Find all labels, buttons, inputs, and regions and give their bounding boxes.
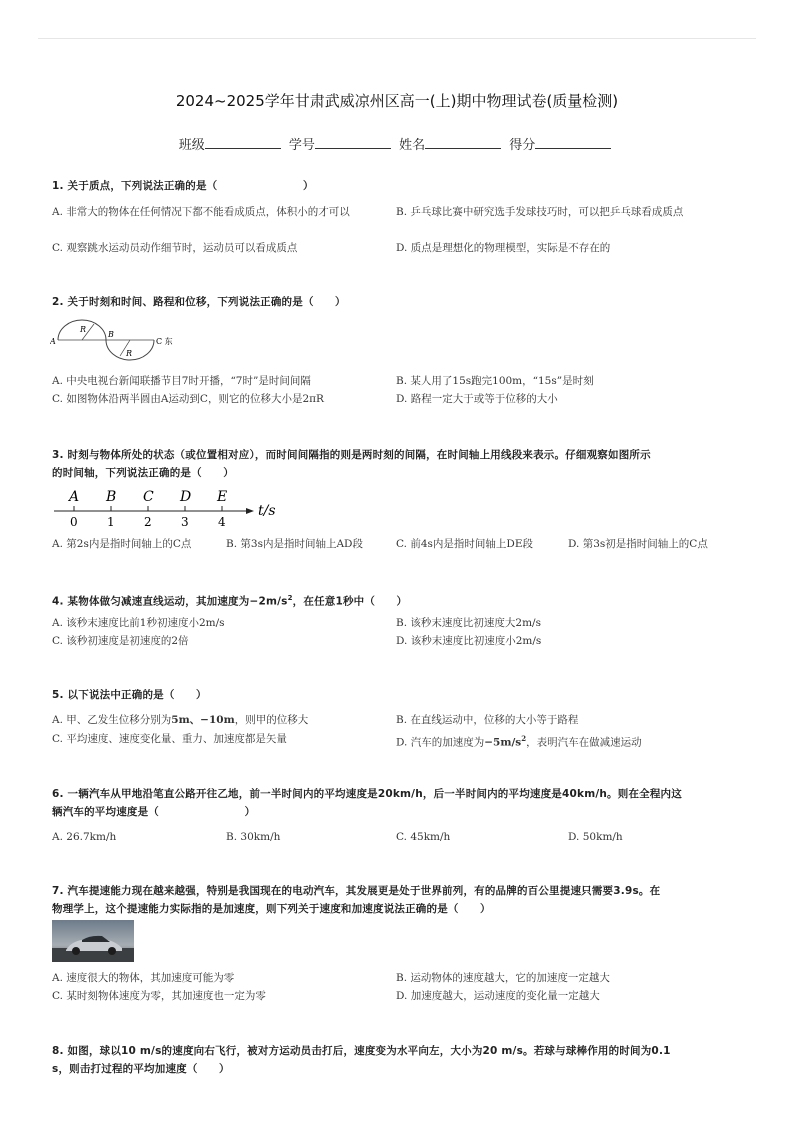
q5-a-post: ，则甲的位移大 [234,714,309,726]
q5-option-a[interactable] [52,712,388,728]
axis-tick-label-2: 2 [144,515,152,529]
question-6-stem-line-1: 6. 一辆汽车从甲地沿笔直公路开往乙地，前一半时间内的平均速度是20km/h，后一半时间内的平均速度是40km/h。则在全程内这 [52,788,682,800]
q5-option-c[interactable]: C. 平均速度、速度变化量、重力、加速度都是矢量 [52,733,287,745]
q4-option-c[interactable]: C. 该秒初速度是初速度的2倍 [52,635,189,647]
axis-letter-c: C [143,489,154,505]
q7-option-a[interactable]: A. 速度很大的物体，其加速度可能为零 [52,972,235,984]
axis-letter-a: A [69,489,80,505]
q4-option-b[interactable]: B. 该秒末速度比初速度大2m/s [396,617,541,629]
question-3-stem-line-2: 的时间轴，下列说法正确的是（ ） [52,467,234,479]
semicircle-path-figure [50,316,180,364]
score-blank[interactable] [535,136,611,149]
q2-option-a[interactable]: A. 中央电视台新闻联播节目7时开播，“7时”是时间间隔 [52,375,311,387]
point-a-label: A [50,337,56,346]
q1-option-c[interactable]: C. 观察跳水运动员动作细节时，运动员可以看成质点 [52,242,298,254]
point-c-label: C 东 [156,337,173,346]
q7-option-d[interactable]: D. 加速度越大，运动速度的变化量一定越大 [396,990,600,1002]
number-label: 学号 [288,138,315,153]
question-3-stem-line-1: 3. 时刻与物体所处的状态（或位置相对应），而时间间隔指的则是两时刻的间隔，在时间轴上用线段来表示。仔细观察如图所示 [52,449,651,461]
class-blank[interactable] [205,136,281,149]
axis-tick-label-4: 4 [218,515,226,529]
question-2-stem: 2. 关于时刻和时间、路程和位移，下列说法正确的是（ ） [52,296,346,308]
score-label: 得分 [509,138,536,153]
q4-option-a[interactable]: A. 该秒末速度比前1秒初速度小2m/s [52,617,225,629]
question-8-stem-line-2: s，则击打过程的平均加速度（ ） [52,1063,230,1075]
q7-option-c[interactable]: C. 某时刻物体速度为零，其加速度也一定为零 [52,990,266,1002]
q3-option-b[interactable]: B. 第3s内是指时间轴上AD段 [226,538,363,550]
time-axis-figure [50,484,290,530]
axis-unit-label: t/s [258,503,276,519]
time-axis-arrow [246,508,254,514]
radius-label-2: R [126,349,133,358]
question-4-stem [52,589,742,611]
q5-option-d[interactable] [396,731,742,751]
question-6-stem-line-2: 辆汽车的平均速度是（ ） [52,806,256,818]
question-5-stem: 5. 以下说法中正确的是（ ） [52,689,207,701]
axis-tick-label-1: 1 [107,515,115,529]
q3-option-d[interactable]: D. 第3s初是指时间轴上的C点 [568,538,708,550]
class-label: 班级 [178,138,205,153]
q2-option-b[interactable]: B. 某人用了15s跑完100m，“15s”是时刻 [396,375,594,387]
q7-option-b[interactable]: B. 运动物体的速度越大，它的加速度一定越大 [396,972,610,984]
q4-stem-pre: 4. 某物体做匀减速直线运动，其加速度为 [52,595,250,608]
name-label: 姓名 [399,138,426,153]
exam-title: 2024~2025学年甘肃武威凉州区高一(上)期中物理试卷(质量检测) [175,92,619,110]
point-b-label: B [108,330,114,339]
question-7-stem-line-2: 物理学上，这个提速能力实际指的是加速度，则下列关于速度和加速度说法正确的是（ ） [52,903,491,915]
number-blank[interactable] [315,136,391,149]
q5-a-pre: A. 甲、乙发生位移分别为 [52,714,172,726]
car-photo [52,920,134,962]
q4-stem-math: −2m/s [249,595,288,608]
axis-letter-d: D [180,489,192,505]
q5-d-math: −5m/s [484,736,522,749]
question-8-stem-line-1: 8. 如图，球以10 m/s的速度向右飞行，被对方运动员击打后，速度变为水平向左，大小为20 m/s。若球与球棒作用的时间为0.1 [52,1045,671,1057]
student-info-line [0,134,794,153]
q5-d-sup: 2 [521,734,527,743]
axis-tick-label-0: 0 [70,515,78,529]
question-7-stem-line-1: 7. 汽车提速能力现在越来越强，特别是我国现在的电动汽车，其发展更是处于世界前列，有的品牌的百公里提速只需要3.9s。在 [52,885,661,897]
q1-option-b[interactable]: B. 乒乓球比赛中研究选手发球技巧时，可以把乒乓球看成质点 [396,206,684,218]
radius-label-1: R [80,325,87,334]
q6-option-a[interactable]: A. 26.7km/h [52,831,117,843]
q3-option-c[interactable]: C. 前4s内是指时间轴上DE段 [396,538,533,550]
q6-option-d[interactable]: D. 50km/h [568,831,623,843]
q2-option-d[interactable]: D. 路程一定大于或等于位移的大小 [396,393,558,405]
q4-stem-post: ，在任意1秒中（ ） [292,595,408,608]
q5-d-post: ，表明汽车在做减速运动 [526,736,642,749]
q5-d-pre: D. 汽车的加速度为 [396,736,485,749]
q6-option-c[interactable]: C. 45km/h [396,831,451,843]
axis-tick-label-3: 3 [181,515,189,529]
q5-option-b[interactable]: B. 在直线运动中，位移的大小等于路程 [396,714,579,726]
top-divider [38,38,756,39]
question-1-stem: 1. 关于质点，下列说法正确的是（ ） [52,180,314,192]
name-blank[interactable] [425,136,501,149]
q1-option-a[interactable]: A. 非常大的物体在任何情况下都不能看成质点，体积小的才可以 [52,206,350,218]
axis-letter-b: B [106,489,117,505]
q3-option-a[interactable]: A. 第2s内是指时间轴上的C点 [52,538,192,550]
q4-stem-sup: 2 [287,594,293,602]
q6-option-b[interactable]: B. 30km/h [226,831,281,843]
q4-option-d[interactable]: D. 该秒末速度比初速度小2m/s [396,635,542,647]
axis-letter-e: E [217,489,228,505]
q2-option-c[interactable]: C. 如图物体沿两半圆由A运动到C，则它的位移大小是2πR [52,393,324,405]
q5-a-math: 5m、−10m [171,714,235,726]
q1-option-d[interactable]: D. 质点是理想化的物理模型，实际是不存在的 [396,242,611,254]
